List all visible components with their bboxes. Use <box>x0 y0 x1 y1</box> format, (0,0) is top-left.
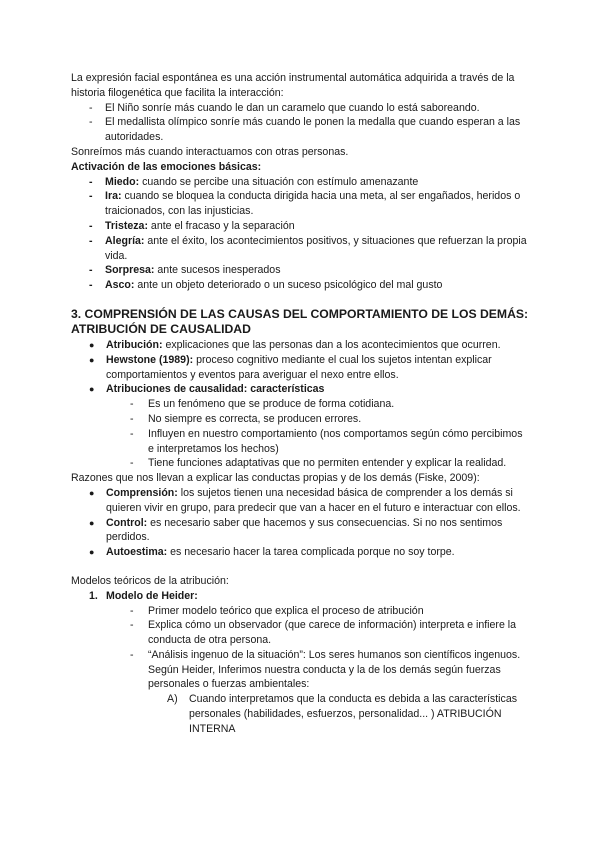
section-title: 3. COMPRENSIÓN DE LAS CAUSAS DEL COMPORTAMIENTO DE LOS DEMÁS: ATRIBUCIÓN DE CAUSALIDAD <box>71 306 529 337</box>
bullet-term: Hewstone (1989): <box>106 353 194 366</box>
characteristic-text: No siempre es correcta, se producen errores. <box>148 412 362 425</box>
dash-marker: - <box>89 101 93 114</box>
emotion-term: Tristeza: <box>105 219 148 232</box>
dash-marker: - <box>89 279 93 292</box>
bullet-text: proceso cognitivo mediante el cual los sujetos intentan explicar comportamientos y eventos para averiguar el nexo entre ellos. <box>106 353 492 381</box>
dash-marker: - <box>130 648 134 661</box>
heider-text: Según Heider, Inferimos nuestra conducta y la de los demás según fuerzas personales o fuerzas ambientales: <box>148 663 501 691</box>
emotion-term: Miedo: <box>105 175 140 188</box>
model-heading <box>71 589 531 604</box>
list-item <box>71 101 531 116</box>
emotion-text: ante sucesos inesperados <box>154 264 281 277</box>
model-item-text: Explica cómo un observador (que carece de información) interpreta e infiere la conducta de otra persona. <box>148 619 517 647</box>
characteristic-item <box>71 456 531 471</box>
list-item-text: El medallista olímpico sonríe más cuando le ponen la medalla que cuando esperan a las autoridades. <box>105 116 521 144</box>
emotion-item <box>71 234 531 264</box>
reason-item <box>71 486 531 516</box>
model-item-text: Primer modelo teórico que explica el proceso de atribución <box>148 604 424 617</box>
alpha-item-text: Cuando interpretamos que la conducta es debida a las características personales (habilidades, esfuerzos, personalidad... ) ATRIBUCIÓN INTERNA <box>189 693 518 735</box>
bullet-marker: ● <box>89 354 95 365</box>
emotion-item <box>71 219 531 234</box>
emotion-text: cuando se bloquea la conducta dirigida hacia una meta, al ser engañados, heridos o traicionados, con las injusticias. <box>105 190 521 218</box>
spacer <box>71 560 531 574</box>
emotion-text: cuando se percibe una situación con estímulo amenazante <box>139 175 419 188</box>
bullet-item <box>71 338 531 353</box>
dash-marker: - <box>89 175 93 188</box>
dash-marker: - <box>130 457 134 470</box>
emotion-text: ante un objeto deteriorado o un suceso psicológico del mal gusto <box>134 279 443 292</box>
dash-marker: - <box>130 604 134 617</box>
reason-term: Comprensión: <box>106 486 178 499</box>
alpha-marker: A) <box>167 693 178 706</box>
bullet-marker: ● <box>89 517 95 528</box>
dash-marker: - <box>130 398 134 411</box>
bullet-marker: ● <box>89 547 95 558</box>
dash-marker: - <box>130 619 134 632</box>
dash-marker: - <box>130 412 134 425</box>
bullet-marker: ● <box>89 487 95 498</box>
model-title: Modelo de Heider: <box>106 589 198 602</box>
reason-item <box>71 545 531 560</box>
characteristic-item <box>71 427 531 457</box>
dash-marker: - <box>89 219 93 232</box>
emotion-text: ante el éxito, los acontecimientos positivos, y situaciones que refuerzan la propia vida. <box>105 234 527 262</box>
model-item <box>71 604 531 619</box>
emotion-item <box>71 175 531 190</box>
list-item <box>71 115 531 145</box>
emotion-item <box>71 278 531 293</box>
model-item-text: “Análisis ingenuo de la situación”: Los seres humanos son científicos ingenuos. <box>148 648 521 661</box>
model-number: 1. <box>89 589 98 602</box>
characteristic-item <box>71 412 531 427</box>
intro-closing: Sonreímos más cuando interactuamos con otras personas. <box>71 145 349 158</box>
alpha-item <box>71 692 531 736</box>
intro-paragraph: La expresión facial espontánea es una acción instrumental automática adquirida a través de la historia filogenética que facilita la interacción: <box>71 72 515 99</box>
dash-marker: - <box>89 264 93 277</box>
list-item-text: El Niño sonríe más cuando le dan un caramelo que cuando lo está saboreando. <box>105 101 480 114</box>
reason-term: Autoestima: <box>106 546 168 559</box>
emotion-term: Sorpresa: <box>105 264 155 277</box>
reasons-intro: Razones que nos llevan a explicar las conductas propias y de los demás (Fiske, 2009): <box>71 472 480 485</box>
characteristic-item <box>71 397 531 412</box>
bullet-term: Atribución: <box>106 338 163 351</box>
model-item <box>71 618 531 648</box>
models-intro: Modelos teóricos de la atribución: <box>71 574 229 587</box>
bullet-term: Atribuciones de causalidad: características <box>106 383 325 396</box>
bullet-item <box>71 353 531 383</box>
emotion-term: Asco: <box>105 279 135 292</box>
emotion-term: Ira: <box>105 190 122 203</box>
characteristic-text: Influyen en nuestro comportamiento (nos comportamos según cómo percibimos e interpretamos los hechos) <box>148 427 523 455</box>
emotion-item <box>71 189 531 219</box>
emotion-item <box>71 263 531 278</box>
emotion-term: Alegría: <box>105 234 145 247</box>
reason-text: es necesario saber que hacemos y sus consecuencias. Si no nos sentimos perdidos. <box>106 516 503 544</box>
reason-text: los sujetos tienen una necesidad básica de comprender a los demás si quieren vivir en grupo, para predecir que van a hacer en el futuro e interactuar con ellos. <box>106 486 521 514</box>
bullet-item <box>71 382 531 397</box>
reason-text: es necesario hacer la tarea complicada porque no soy torpe. <box>167 546 455 559</box>
dash-marker: - <box>89 234 93 247</box>
emotion-text: ante el fracaso y la separación <box>147 219 295 232</box>
reason-item <box>71 516 531 546</box>
dash-marker: - <box>89 190 93 203</box>
reason-term: Control: <box>106 516 148 529</box>
document-body <box>71 71 531 737</box>
bullet-text: explicaciones que las personas dan a los acontecimientos que ocurren. <box>162 338 501 351</box>
emotions-heading: Activación de las emociones básicas: <box>71 160 262 173</box>
bullet-marker: ● <box>89 384 95 395</box>
bullet-marker: ● <box>89 339 95 350</box>
dash-marker: - <box>130 427 134 440</box>
model-item <box>71 648 531 663</box>
characteristic-text: Tiene funciones adaptativas que no permiten entender y explicar la realidad. <box>148 457 507 470</box>
dash-marker: - <box>89 116 93 129</box>
characteristic-text: Es un fenómeno que se produce de forma cotidiana. <box>148 398 395 411</box>
